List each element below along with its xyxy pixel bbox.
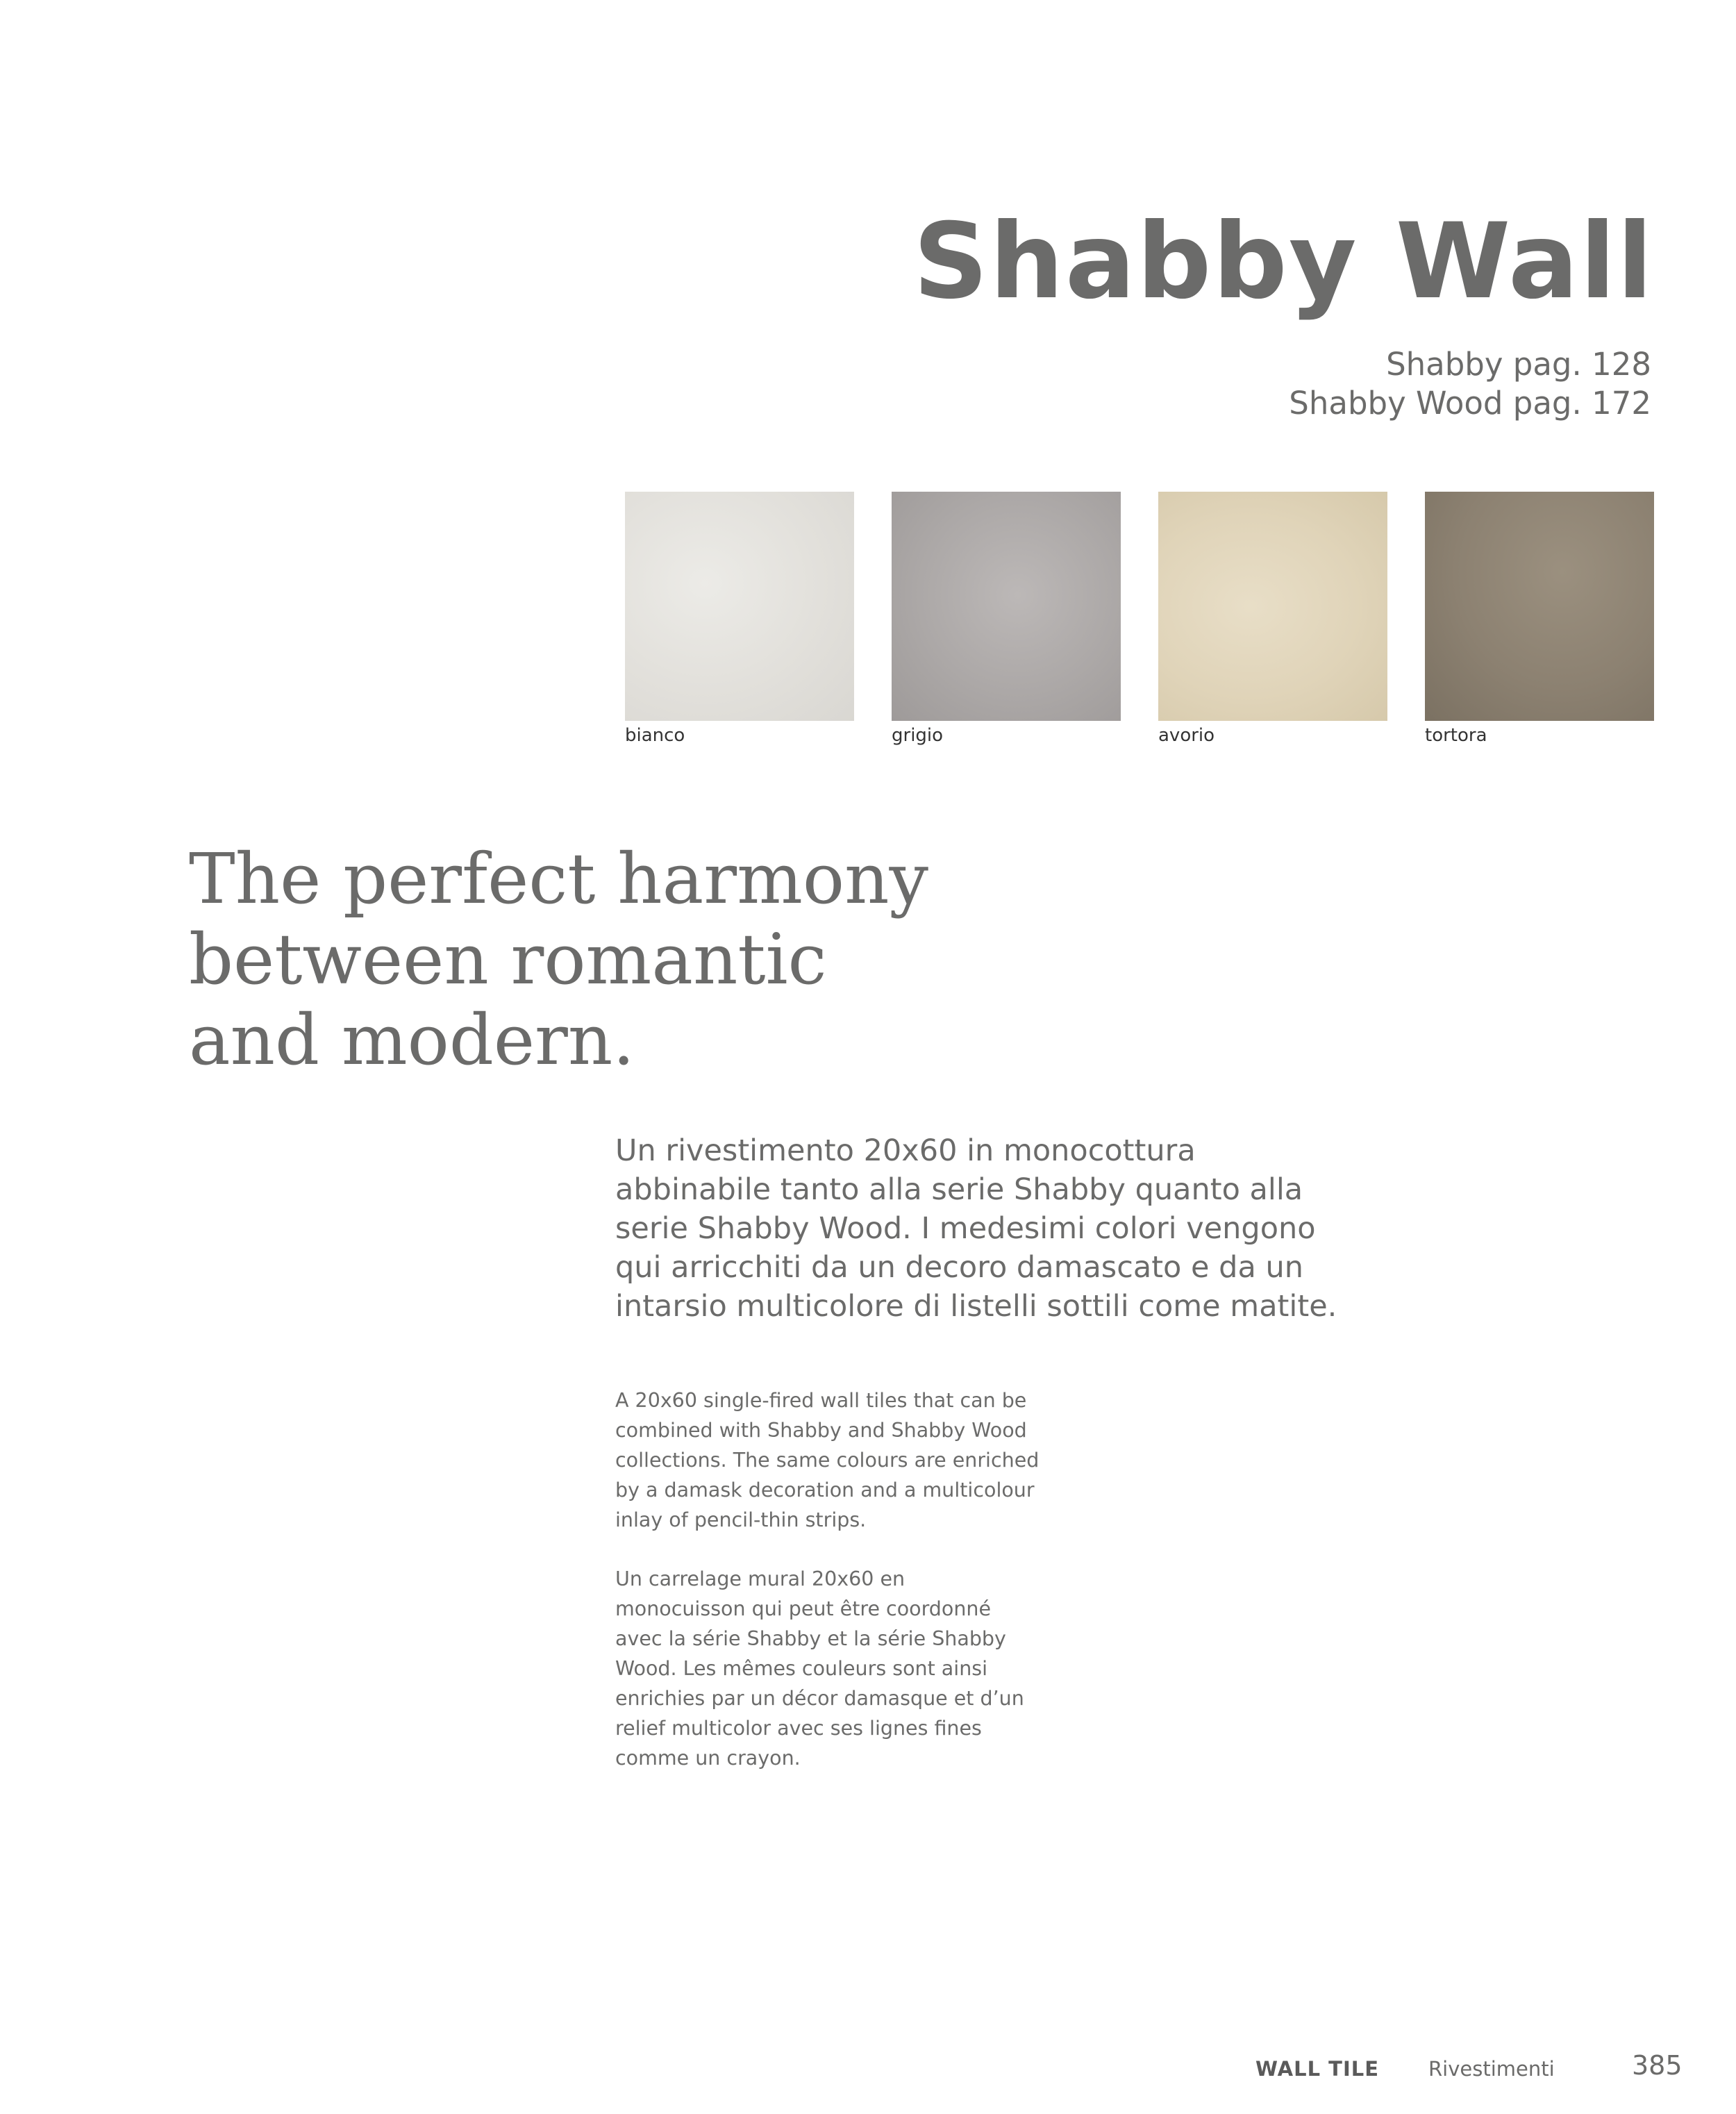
tile-image-avorio <box>1158 492 1387 721</box>
swatch-avorio <box>1158 492 1387 747</box>
description-line: combined with Shabby and Shabby Wood <box>615 1419 1027 1442</box>
swatch-grigio <box>892 492 1121 747</box>
description-line: enrichies par un décor damasque et d’un <box>615 1687 1024 1710</box>
headline-line: The perfect harmony <box>189 838 928 919</box>
swatch-tortora <box>1425 492 1654 747</box>
description-line: abbinabile tanto alla serie Shabby quanto alla <box>615 1172 1303 1207</box>
footer-section: WALL TILE <box>1255 2057 1380 2081</box>
description-line: inlay of pencil-thin strips. <box>615 1508 867 1531</box>
description-line: monocuisson qui peut être coordonné <box>615 1597 991 1620</box>
swatch-bianco <box>625 492 854 747</box>
description-line: comme un crayon. <box>615 1747 801 1770</box>
swatch-label: tortora <box>1425 725 1487 746</box>
swatch-label: bianco <box>625 725 685 746</box>
page-title: Shabby Wall <box>913 201 1654 322</box>
headline-line: between romantic <box>189 919 827 1000</box>
description-line: intarsio multicolore di listelli sottili come matite. <box>615 1289 1337 1324</box>
headline-line: and modern. <box>189 999 635 1081</box>
description-line: collections. The same colours are enriched <box>615 1449 1040 1472</box>
page-footer <box>0 2049 1736 2090</box>
description-line: serie Shabby Wood. I medesimi colori vengono <box>615 1211 1316 1246</box>
french-description <box>615 1564 1115 1773</box>
description-line: Un carrelage mural 20x60 en <box>615 1567 905 1590</box>
tile-image-bianco <box>625 492 854 721</box>
reference-shabby-wood: Shabby Wood pag. 172 <box>1289 385 1651 422</box>
description-line: relief multicolor avec ses lignes fines <box>615 1717 982 1740</box>
color-swatches <box>625 492 1653 756</box>
reference-shabby: Shabby pag. 128 <box>1386 346 1651 383</box>
headline <box>189 839 928 1081</box>
tile-image-tortora <box>1425 492 1654 721</box>
description-line: Wood. Les mêmes couleurs sont ainsi <box>615 1657 988 1680</box>
english-description <box>615 1385 1115 1535</box>
description-line: qui arricchiti da un decoro damascato e da un <box>615 1250 1303 1285</box>
swatch-label: avorio <box>1158 725 1215 746</box>
tile-image-grigio <box>892 492 1121 721</box>
description-line: by a damask decoration and a multicolour <box>615 1479 1035 1501</box>
page-references <box>1289 345 1651 423</box>
footer-subsection: Rivestimenti <box>1428 2057 1555 2081</box>
swatch-label: grigio <box>892 725 944 746</box>
description-line: A 20x60 single-fired wall tiles that can be <box>615 1389 1027 1412</box>
description-line: Un rivestimento 20x60 in monocottura <box>615 1133 1196 1168</box>
page-number: 385 <box>1632 2050 1683 2081</box>
italian-description <box>615 1131 1407 1326</box>
description-line: avec la série Shabby et la série Shabby <box>615 1627 1006 1650</box>
